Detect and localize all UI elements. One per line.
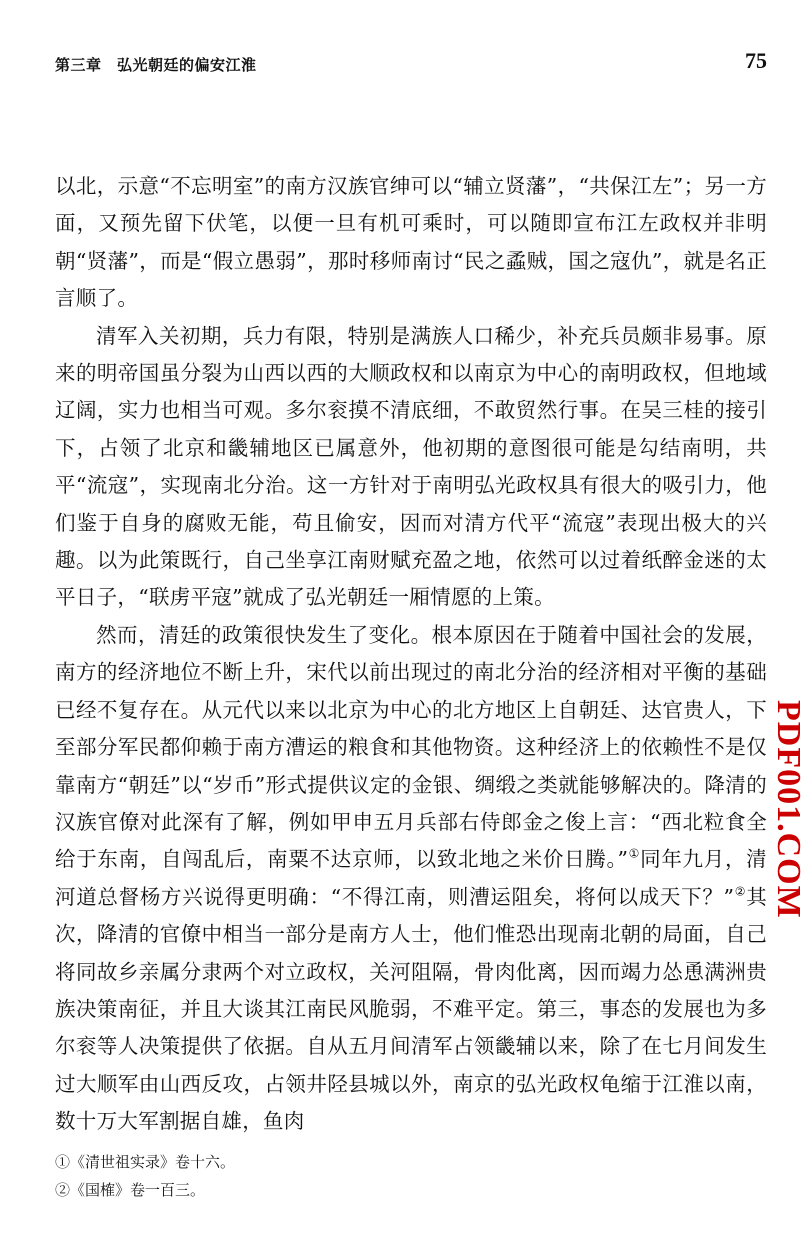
chapter-title: 第三章 弘光朝廷的偏安江淮: [55, 56, 257, 74]
paragraph-text: 然而，清廷的政策很快发生了变化。根本原因在于随着中国社会的发展，南方的经济地位不断上升，宋代以前出现过的南北分治的经济相对平衡的基础已经不复存在。从元代以来以北京为中心的北方地区上自朝廷、达官贵人，下至部分军民都仰赖于南方漕运的粮食和其他物资。这种经济上的依赖性不是仅靠南方“朝廷”以“岁币”形式提供议定的金银、绸缎之类就能够解决的。降清的汉族官僚对此深有了解，例如甲申五月兵部右侍郎金之俊上言：“西北粒食全给于东南，自闯乱后，南粟不达京师，以致北地之米价日腾。”: [55, 622, 767, 872]
footnotes: [55, 1148, 767, 1204]
body-paragraph: 清军入关初期，兵力有限，特别是满族人口稀少，补充兵员颇非易事。原来的明帝国虽分裂为山西以西的大顺政权和以南京为中心的南明政权，但地域辽阔，实力也相当可观。多尔衮摸不清底细，不敢贸然行事。在吴三桂的接引下，占领了北京和畿辅地区已属意外，他初期的意图很可能是勾结南明，共平“流寇”，实现南北分治。这一方针对于南明弘光政权具有很大的吸引力，他们鉴于自身的腐败无能，苟且偷安，因而对清方代平“流寇”表现出极大的兴趣。以为此策既行，自己坐享江南财赋充盈之地，依然可以过着纸醉金迷的太平日子，“联虏平寇”就成了弘光朝廷一厢情愿的上策。: [55, 323, 767, 610]
watermark: PDF001.COM: [770, 700, 807, 919]
page-header: [55, 48, 767, 78]
footnote: ②《国榷》卷一百三。: [55, 1181, 206, 1199]
paragraph-text: 同年九月，清河道总督杨方兴说得更明确：“不得江南，则漕运阻矣，将何以成天下？”: [55, 847, 767, 909]
body-paragraph: [55, 617, 767, 1141]
footnote-reference[interactable]: ②: [734, 884, 747, 899]
body-paragraph: 以北，示意“不忘明室”的南方汉族官绅可以“辅立贤藩”，“共保江左”；另一方面，又预先留下伏笔，以便一旦有机可乘时，可以随即宣布江左政权并非明朝“贤藩”，而是“假立愚弱”，那时移师南讨“民之蟊贼，国之寇仇”，就是名正言顺了。: [55, 174, 767, 311]
body-text: [55, 168, 767, 1141]
footnote: ①《清世祖实录》卷十六。: [55, 1153, 236, 1171]
footnote-reference[interactable]: ①: [628, 846, 641, 861]
paragraph-text: 其次，降清的官僚中相当一部分是南方人士，他们惟恐出现南北朝的局面，自己将同故乡亲属分隶两个对立政权，关河阻隔，骨肉仳离，因而竭力怂恿满洲贵族决策南征，并且大谈其江南民风脆弱，不难平定。第三，事态的发展也为多尔衮等人决策提供了依据。自从五月间清军占领畿辅以来，除了在七月间发生过大顺军由山西反攻，占领井陉县城以外，南京的弘光政权龟缩于江淮以南，数十万大军割据自雄，鱼肉: [55, 884, 768, 1134]
page-number: 75: [745, 48, 767, 73]
